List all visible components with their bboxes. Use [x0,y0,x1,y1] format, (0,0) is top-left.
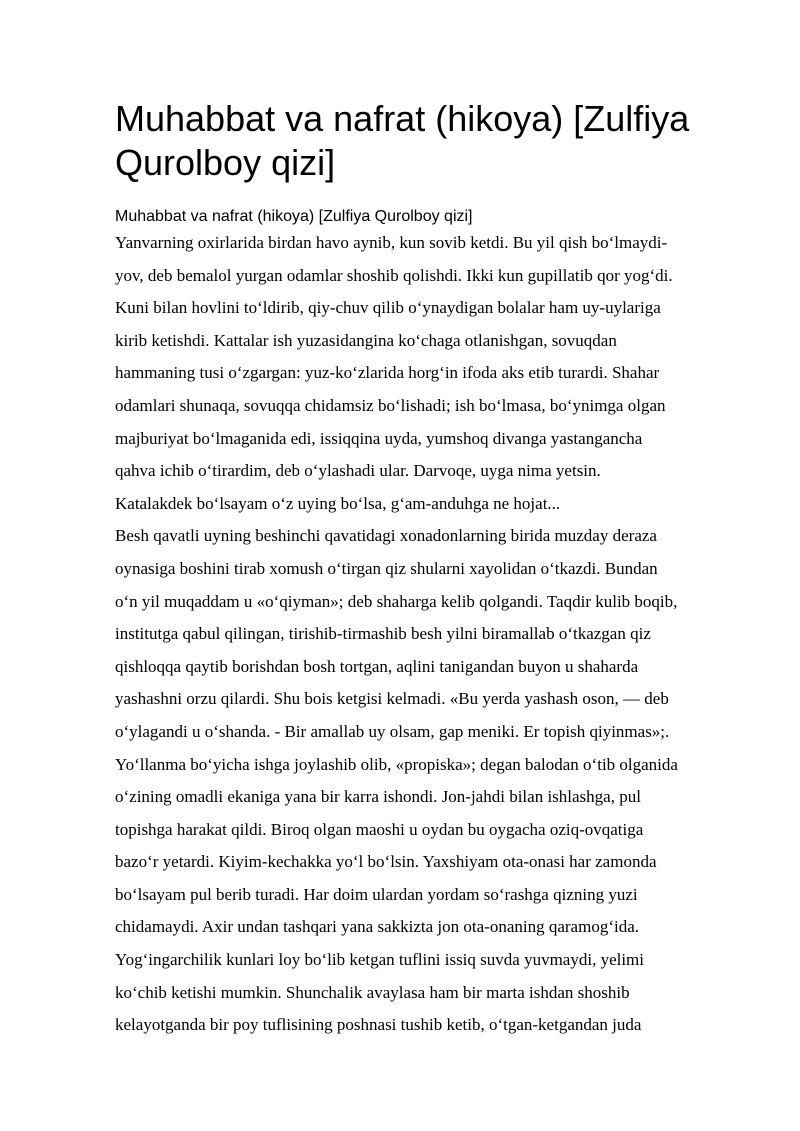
body-text-line: institutga qabul qilingan, tirishib-tirmashib besh yilni biramallab o‘tkazgan qiz [115,624,651,644]
body-text-line: Yanvarning oxirlarida birdan havo aynib, kun sovib ketdi. Bu yil qish bo‘lmaydi- [115,233,668,252]
body-text-line: bo‘lsayam pul berib turadi. Har doim ulardan yordam so‘rashga qizning yuzi [115,884,638,904]
body-text-line: o‘n yil muqaddam u «o‘qiyman»; deb shaharga kelib qolgandi. Taqdir kulib boqib, [115,591,678,611]
body-text-line: Kuni bilan hovlini to‘ldirib, qiy-chuv qilib o‘ynaydigan bolalar ham uy-uylariga [115,298,661,318]
body-text-line: o‘ylagandi u o‘shanda. - Bir amallab uy olsam, gap meniki. Er topish qiyinmas»;. [115,721,670,741]
body-text-line: odamlari shunaqa, sovuqqa chidamsiz bo‘lishadi; ish bo‘lmasa, bo‘ynimga olgan [115,395,666,415]
body-text-line: ko‘chib ketishi mumkin. Shunchalik avaylasa ham bir marta ishdan shoshib [115,982,630,1002]
body-text-line: Besh qavatli uyning beshinchi qavatidagi xonadonlarning birida muzday deraza [115,526,657,546]
body-text-line: chidamaydi. Axir undan tashqari yana sakkizta jon ota-onaning qaramog‘ida. [115,917,640,937]
body-text-line: bazo‘r yetardi. Kiyim-kechakka yo‘l bo‘lsin. Yaxshiyam ota-onasi har zamonda [115,852,657,872]
body-text-line: Yog‘ingarchilik kunlari loy bo‘lib ketgan tuflini issiq suvda yuvmaydi, yelimi [115,950,645,970]
document-subtitle: Muhabbat va nafrat (hikoya) [Zulfiya Qurolboy qizi] [115,208,473,225]
body-text-line: qahva ichib o‘tirardim, deb o‘ylashadi ular. Darvoqe, uyga nima yetsin. [115,461,601,481]
body-text-line: Yo‘llanma bo‘yicha ishga joylashib olib, «propiska»; degan balodan o‘tib olganida [115,754,678,774]
body-text-line: yashashni orzu qilardi. Shu bois ketgisi kelmadi. «Bu yerda yashash oson, — deb [115,689,669,709]
body-text-line: Katalakdek bo‘lsayam o‘z uying bo‘lsa, g‘am-anduhga ne hojat... [115,493,561,513]
body-text-line: qishloqqa qaytib borishdan bosh tortgan, aqlini tanigandan buyon u shaharda [115,656,639,676]
body-text-line: kelayotganda bir poy tuflisining poshnasi tushib ketib, o‘tgan-ketgandan juda [115,1015,642,1035]
body-text-line: majburiyat bo‘lmaganida edi, issiqqina uyda, yumshoq divanga yastangancha [115,428,643,448]
body-text-line: yov, deb bemalol yurgan odamlar shoshib qolishdi. Ikki kun gupillatib qor yog‘di. [115,265,673,285]
body-text-line: kirib ketishdi. Kattalar ish yuzasidangina ko‘chaga otlanishgan, sovuqdan [115,330,617,350]
body-text-line: o‘zining omadli ekaniga yana bir karra ishondi. Jon-jahdi bilan ishlashga, pul [115,787,641,807]
body-text-line: hammaning tusi o‘zgargan: yuz-ko‘zlarida horg‘in ifoda aks etib turardi. Shahar [115,363,660,383]
body-text-line: topishga harakat qildi. Biroq olgan maoshi u oydan bu oygacha oziq-ovqatiga [115,819,644,839]
document-title: Muhabbat va nafrat (hikoya) [Zulfiya Qurolboy qizi] [115,98,690,183]
document-body [115,227,755,1042]
body-text-line: oynasiga boshini tirab xomush o‘tirgan qiz shularni xayolidan o‘tkazdi. Bundan [115,558,658,578]
